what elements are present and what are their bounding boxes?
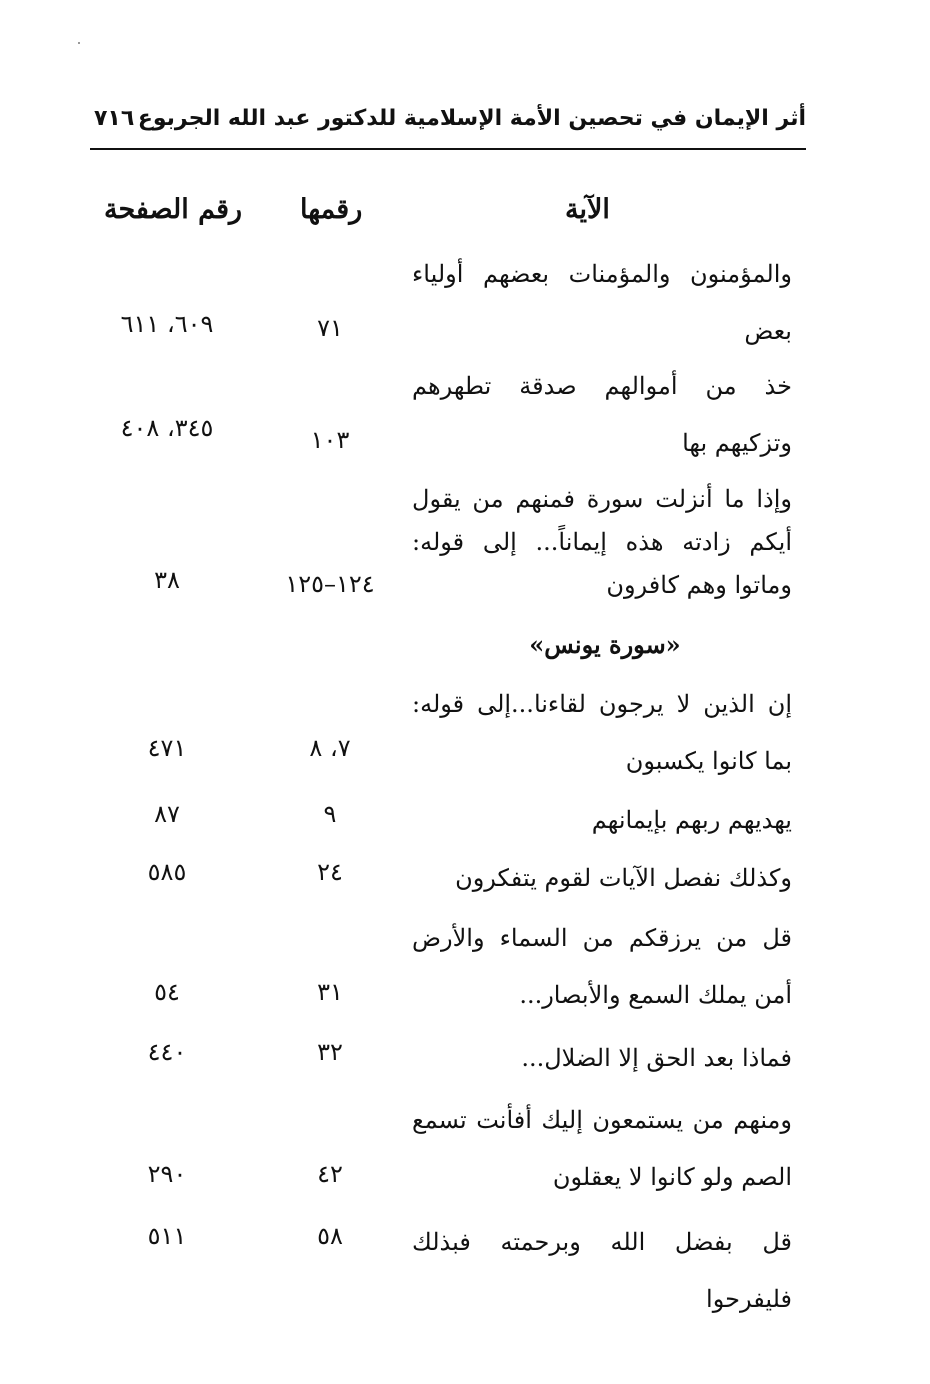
page-reference: ٤٧١ xyxy=(147,734,187,762)
verse-number: ٧١ xyxy=(317,314,343,342)
verse-text: يهديهم ربهم بإيمانهم xyxy=(591,806,792,834)
surah-heading: «سورة يونس» xyxy=(529,630,681,659)
column-header-number: رقمها xyxy=(300,194,363,225)
verse-number: ٤٢ xyxy=(317,1160,343,1188)
page-number: ٧١٦ xyxy=(94,106,135,131)
verse-text: خذ من أموالهم صدقة تطهرهم وتزكيهم بها xyxy=(412,372,792,457)
verse-text: وكذلك نفصل الآيات لقوم يتفكرون xyxy=(455,864,792,892)
column-header-verse: الآية xyxy=(565,194,610,225)
verse-text: والمؤمنون والمؤمنات بعضهم أولياء بعض xyxy=(412,260,792,345)
column-header-page: رقم الصفحة xyxy=(104,194,243,225)
verse-text: وإذا ما أنزلت سورة فمنهم من يقول أيكم زادته هذه إيماناً... إلى قوله: وماتوا وهم كافرون xyxy=(412,485,792,599)
page-reference: ٥٤ xyxy=(154,978,180,1006)
verse-number: ١٠٣ xyxy=(310,426,350,454)
header-rule xyxy=(90,148,806,150)
page-reference: ٢٩٠ xyxy=(147,1160,187,1188)
verse-text: قل بفضل الله وبرحمته فبذلك فليفرحوا xyxy=(412,1228,792,1313)
verse-text: قل من يرزقكم من السماء والأرض أمن يملك السمع والأبصار... xyxy=(412,924,792,1009)
verse-number: ٣٢ xyxy=(317,1038,343,1066)
verse-number: ٧، ٨ xyxy=(309,734,351,762)
running-header xyxy=(90,106,806,142)
page-reference: ٤٤٠ xyxy=(147,1038,187,1066)
verse-text: ومنهم من يستمعون إليك أفأنت تسمع الصم ولو كانوا لا يعقلون xyxy=(412,1106,792,1191)
verse-number: ١٢٤–١٢٥ xyxy=(285,570,375,598)
page-reference: ٥٨٥ xyxy=(147,858,187,886)
verse-number: ٢٤ xyxy=(317,858,343,886)
verse-number: ٥٨ xyxy=(317,1222,343,1250)
page-reference: ٨٧ xyxy=(154,800,180,828)
header-title: أثر الإيمان في تحصين الأمة الإسلامية للدكتور عبد الله الجربوع xyxy=(137,106,806,131)
verse-text: فماذا بعد الحق إلا الضلال... xyxy=(521,1044,792,1072)
page-reference: ٦٠٩، ٦١١ xyxy=(120,310,214,338)
verse-text: إن الذين لا يرجون لقاءنا...إلى قوله: بما كانوا يكسبون xyxy=(412,690,792,775)
verse-number: ٣١ xyxy=(317,978,343,1006)
page-reference: ٣٤٥، ٤٠٨ xyxy=(120,414,214,442)
scan-speck xyxy=(78,42,80,44)
verse-number: ٩ xyxy=(323,800,337,828)
page-reference: ٣٨ xyxy=(154,566,180,594)
page-reference: ٥١١ xyxy=(147,1222,187,1250)
